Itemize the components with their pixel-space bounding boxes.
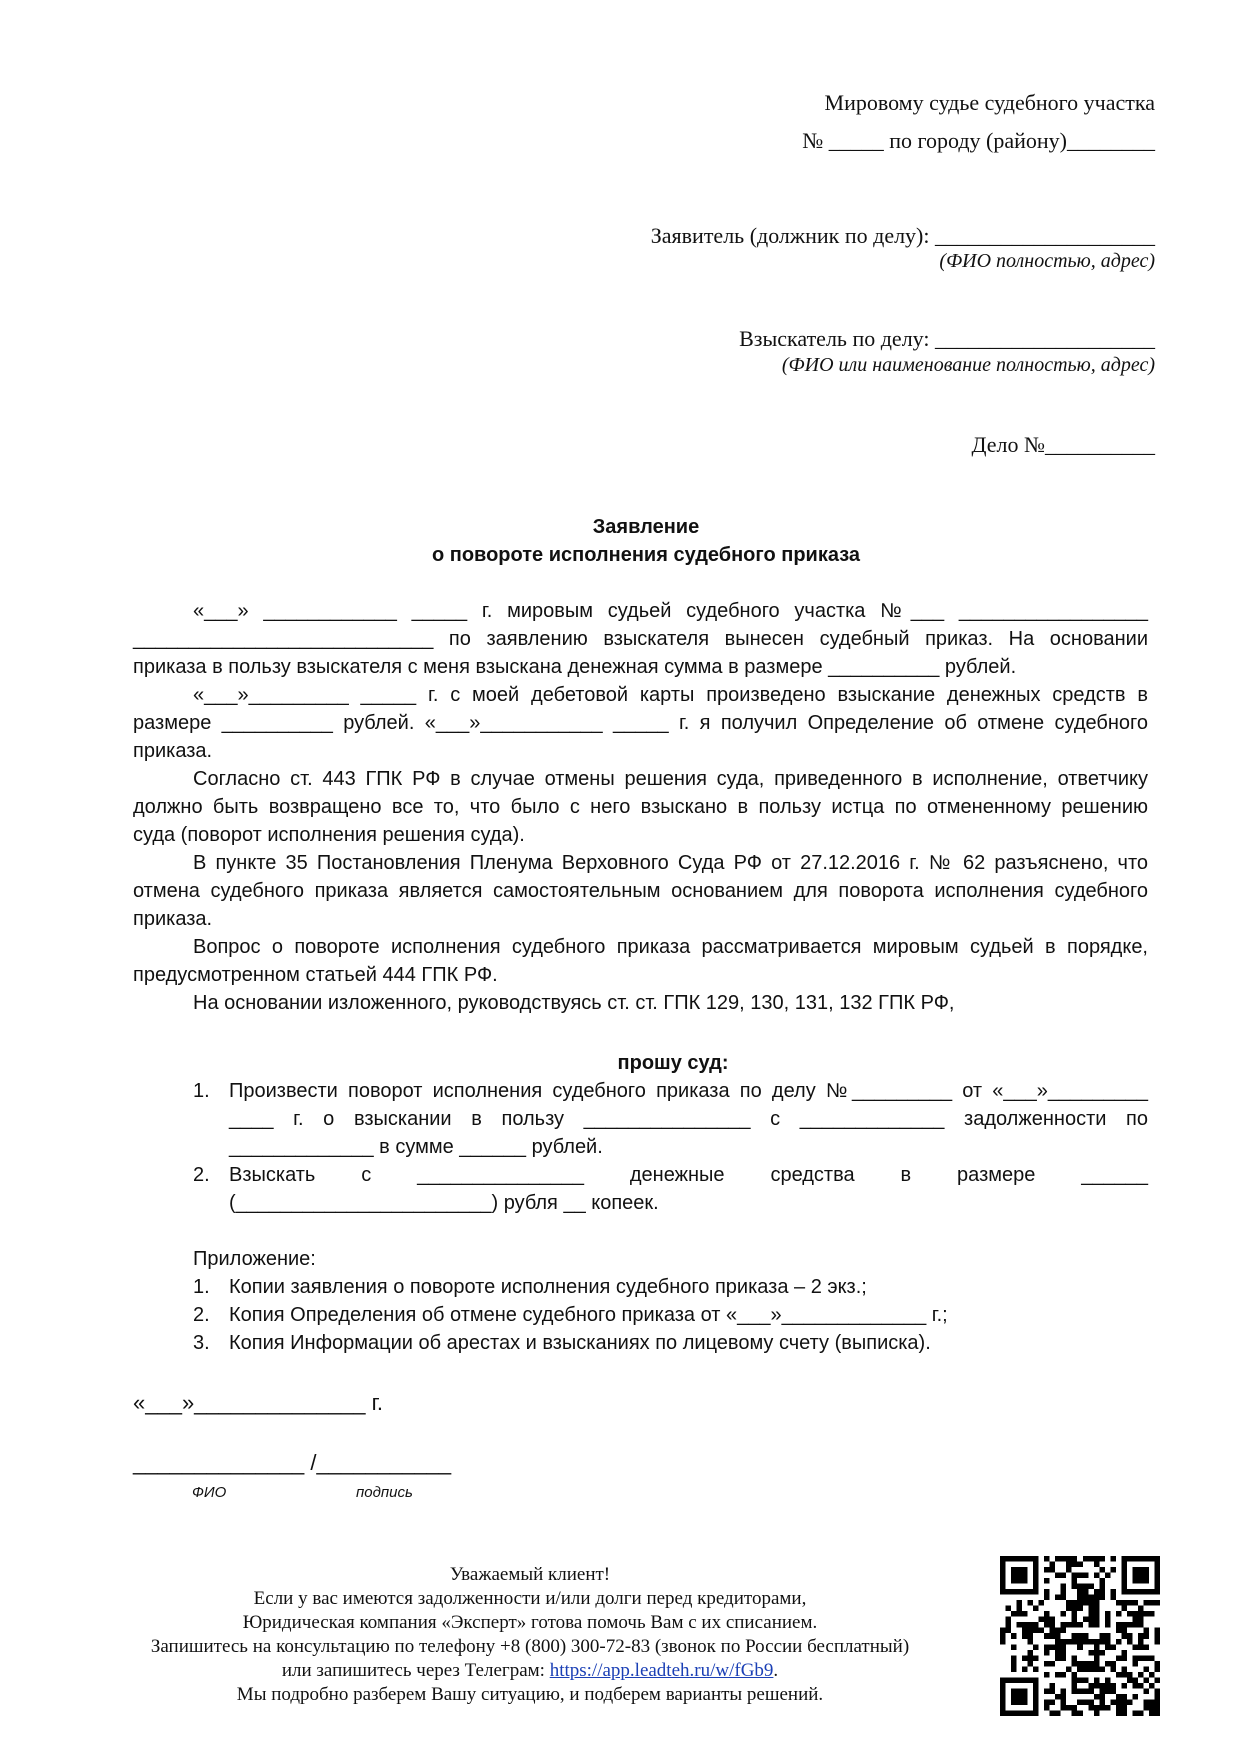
signature-date: «___»______________ г. bbox=[133, 1390, 384, 1415]
claimant-line: Взыскатель по делу: ____________________ bbox=[739, 326, 1155, 351]
addressee: Мировому судье судебного участка bbox=[824, 90, 1155, 115]
body-line-10: В пункте 35 Постановления Пленума Верховного Суда РФ от 27.12.2016 г. № 62 разъяснено, что bbox=[193, 852, 1148, 874]
attachment-2-num: 2. bbox=[193, 1304, 210, 1326]
body-line-2: ___________________________ по заявлению взыскателя вынесен судебный приказ. На основании bbox=[133, 628, 1148, 650]
fio-label: ФИО bbox=[192, 1484, 227, 1501]
body-line-13: Вопрос о повороте исполнения судебного приказа рассматривается мировым судьей в порядке, bbox=[193, 936, 1148, 958]
request-item-2-line-2: (_______________________) рубля __ копеек. bbox=[229, 1192, 659, 1214]
footer-greeting: Уважаемый клиент! bbox=[449, 1564, 611, 1585]
applicant-hint: (ФИО полностью, адрес) bbox=[939, 250, 1155, 272]
body-line-5: размере __________ рублей. «___»___________ _____ г. я получил Определение об отмене судебного bbox=[133, 712, 1148, 734]
telegram-link[interactable]: https://app.leadteh.ru/w/fGb9 bbox=[549, 1660, 774, 1681]
body-line-9: суда (поворот исполнения решения суда). bbox=[133, 824, 525, 846]
body-line-3: приказа в пользу взыскателя с меня взыскана денежная сумма в размере __________ рублей. bbox=[133, 656, 1017, 678]
claimant-hint: (ФИО или наименование полностью, адрес) bbox=[781, 354, 1155, 376]
body-line-7: Согласно ст. 443 ГПК РФ в случае отмены решения суда, приведенного в исполнение, ответчику bbox=[193, 768, 1148, 790]
attachment-3-text: Копия Информации об арестах и взысканиях по лицевому счету (выписка). bbox=[229, 1332, 931, 1354]
signature-line: ______________ /___________ bbox=[133, 1450, 452, 1475]
case-number: Дело №__________ bbox=[971, 432, 1155, 457]
request-item-1-line-1: Произвести поворот исполнения судебного приказа по делу №_________ от «___»_________ bbox=[229, 1080, 1148, 1102]
body-line-4: «___»_________ _____ г. с моей дебетовой карты произведено взыскание денежных средств в bbox=[193, 684, 1148, 706]
document-title: Заявление bbox=[592, 516, 700, 538]
request-heading: прошу суд: bbox=[617, 1052, 729, 1074]
qr-code-icon[interactable] bbox=[1000, 1556, 1160, 1716]
body-line-11: отмена судебного приказа является самостоятельным основанием для поворота исполнения судебного bbox=[133, 880, 1148, 902]
footer-line-3: Юридическая компания «Эксперт» готова помочь Вам с их списанием. bbox=[242, 1612, 818, 1633]
request-item-2-line-1: Взыскать с _______________ денежные средства в размере ______ bbox=[229, 1164, 1148, 1186]
signature-label: подпись bbox=[356, 1484, 413, 1501]
footer-phone-line: Запишитесь на консультацию по телефону +8 (800) 300-72-83 (звонок по России бесплатный) bbox=[150, 1636, 910, 1657]
footer-telegram-suffix: . bbox=[773, 1660, 779, 1681]
body-line-15: На основании изложенного, руководствуясь ст. ст. ГПК 129, 130, 131, 132 ГПК РФ, bbox=[193, 992, 955, 1014]
body-line-6: приказа. bbox=[133, 740, 213, 762]
request-item-1-line-3: _____________ в сумме ______ рублей. bbox=[229, 1136, 603, 1158]
footer-line-6: Мы подробно разберем Вашу ситуацию, и подберем варианты решений. bbox=[236, 1684, 824, 1705]
court-district: № _____ по городу (району)________ bbox=[802, 128, 1155, 153]
footer-line-2: Если у вас имеются задолженности и/или долги перед кредиторами, bbox=[253, 1588, 807, 1609]
attachments-heading: Приложение: bbox=[193, 1248, 316, 1270]
attachment-1-text: Копии заявления о повороте исполнения судебного приказа – 2 экз.; bbox=[229, 1276, 867, 1298]
body-line-1: «___» ____________ _____ г. мировым судьей судебного участка №___ _________________ bbox=[193, 600, 1148, 622]
request-item-1-line-2: ____ г. о взыскании в пользу _______________ с _____________ задолженности по bbox=[229, 1108, 1148, 1130]
attachment-1-num: 1. bbox=[193, 1276, 210, 1298]
applicant-line: Заявитель (должник по делу): ____________________ bbox=[650, 223, 1155, 248]
footer-telegram-prefix: или запишитесь через Телеграм: bbox=[281, 1660, 550, 1681]
request-item-2-num: 2. bbox=[193, 1164, 210, 1186]
footer-telegram-line bbox=[100, 1660, 960, 1682]
body-line-8: должно быть возвращено все то, что было с него взыскано в пользу истца по отмененному решению bbox=[133, 796, 1148, 818]
document-subtitle: о повороте исполнения судебного приказа bbox=[431, 544, 861, 566]
request-item-1-num: 1. bbox=[193, 1080, 210, 1102]
attachment-2-text: Копия Определения об отмене судебного приказа от «___»_____________ г.; bbox=[229, 1304, 948, 1326]
body-line-14: предусмотренном статьей 444 ГПК РФ. bbox=[133, 964, 498, 986]
attachment-3-num: 3. bbox=[193, 1332, 210, 1354]
body-line-12: приказа. bbox=[133, 908, 213, 930]
